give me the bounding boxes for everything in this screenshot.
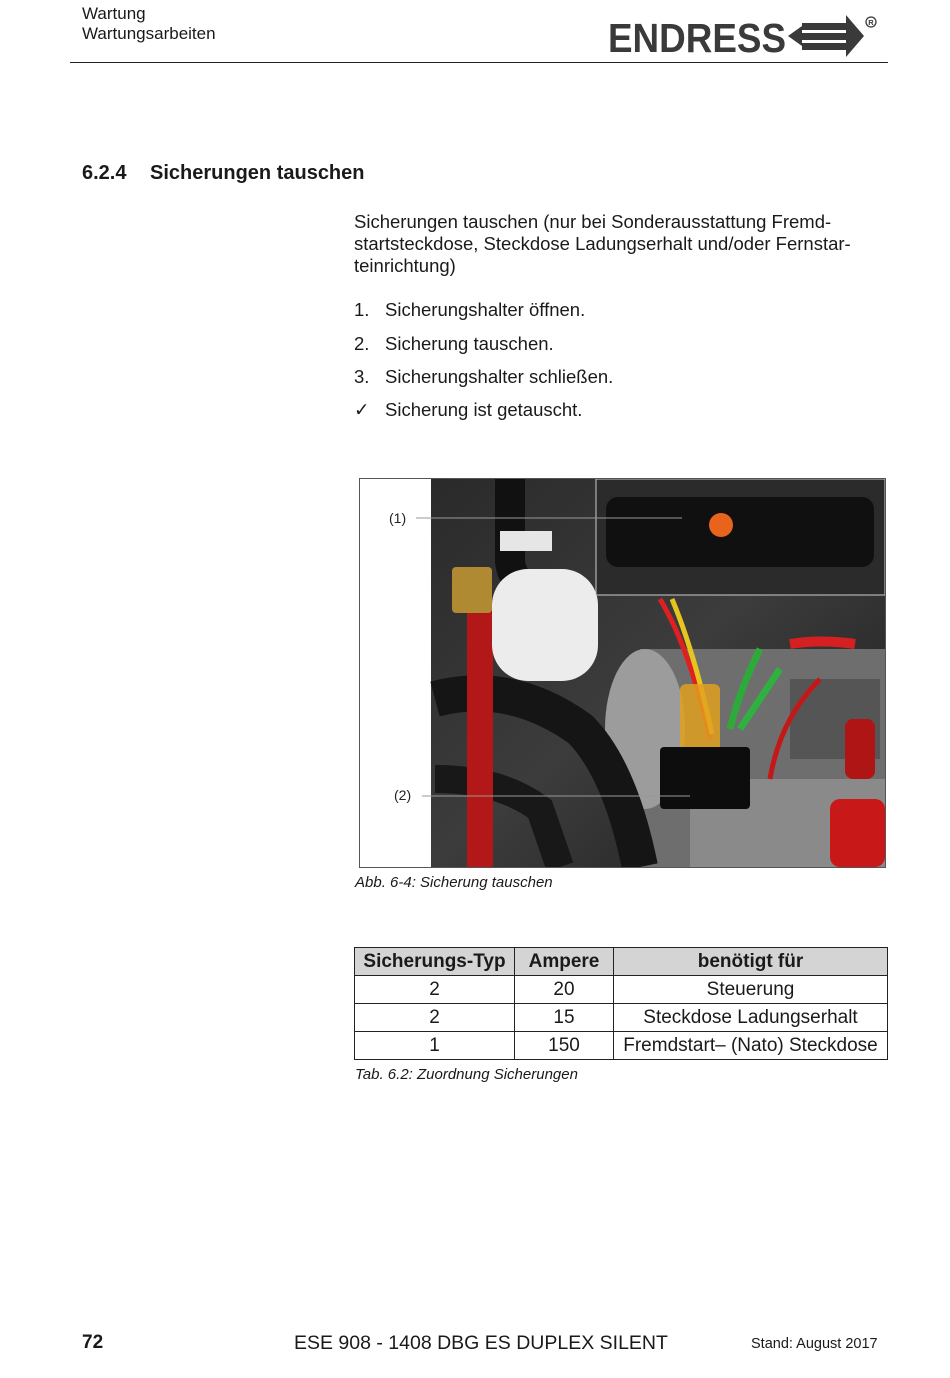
step-number: 1.	[354, 299, 370, 320]
step-text: Sicherung tauschen.	[385, 333, 554, 354]
table-row	[355, 1004, 888, 1032]
step-text: Sicherungshalter öffnen.	[385, 299, 586, 320]
svg-text:R: R	[868, 18, 874, 27]
engine-photo	[360, 479, 885, 867]
document-date: Stand: August 2017	[751, 1336, 878, 1352]
callout-label-2: (2)	[394, 787, 412, 803]
fuse-table	[354, 947, 888, 1060]
logo-text: ENDRESS	[608, 15, 786, 61]
step-number: 3.	[354, 366, 370, 387]
intro-line: teinrichtung)	[354, 255, 456, 276]
callout-label-1: (1)	[389, 510, 407, 526]
step-item	[354, 333, 554, 355]
column-header: Sicherungs-Typ	[355, 948, 515, 976]
section-number: 6.2.4	[82, 162, 127, 184]
step-number: 2.	[354, 333, 370, 354]
table-cell: 2	[355, 1004, 515, 1032]
figure-fuse-photo	[359, 478, 886, 868]
endress-logo	[606, 10, 882, 62]
table-cell: 2	[355, 976, 515, 1004]
header-subchapter: Wartungsarbeiten	[82, 24, 216, 43]
table-row	[355, 976, 888, 1004]
step-result	[354, 399, 582, 421]
section-title: Sicherungen tauschen	[150, 162, 365, 184]
table-cell: 20	[515, 976, 614, 1004]
column-header: Ampere	[515, 948, 614, 976]
table-cell: Steckdose Ladungserhalt	[614, 1004, 888, 1032]
document-title: ESE 908 - 1408 DBG ES DUPLEX SILENT	[294, 1332, 668, 1354]
table-cell: Fremdstart– (Nato) Steckdose	[614, 1032, 888, 1060]
step-item	[354, 299, 585, 321]
table-cell: 150	[515, 1032, 614, 1060]
logo-arrow-icon	[788, 15, 864, 57]
header-chapter: Wartung	[82, 4, 146, 23]
figure-caption: Abb. 6-4: Sicherung tauschen	[355, 874, 553, 891]
step-text: Sicherungshalter schließen.	[385, 366, 614, 387]
table-cell: 1	[355, 1032, 515, 1060]
step-text: Sicherung ist getauscht.	[385, 399, 583, 420]
table-cell: Steuerung	[614, 976, 888, 1004]
table-cell: 15	[515, 1004, 614, 1032]
intro-paragraph	[354, 211, 874, 277]
table-header-row	[355, 948, 888, 976]
table-row	[355, 1032, 888, 1060]
column-header: benötigt für	[614, 948, 888, 976]
table-caption: Tab. 6.2: Zuordnung Sicherungen	[355, 1066, 578, 1083]
intro-line: startsteckdose, Steckdose Ladungserhalt und/oder Fernstar-	[354, 233, 851, 254]
page-number: 72	[82, 1332, 104, 1353]
step-item	[354, 366, 613, 388]
header-divider	[70, 62, 888, 63]
checkmark-icon: ✓	[354, 399, 370, 420]
intro-line: Sicherungen tauschen (nur bei Sonderausstattung Fremd-	[354, 211, 832, 232]
